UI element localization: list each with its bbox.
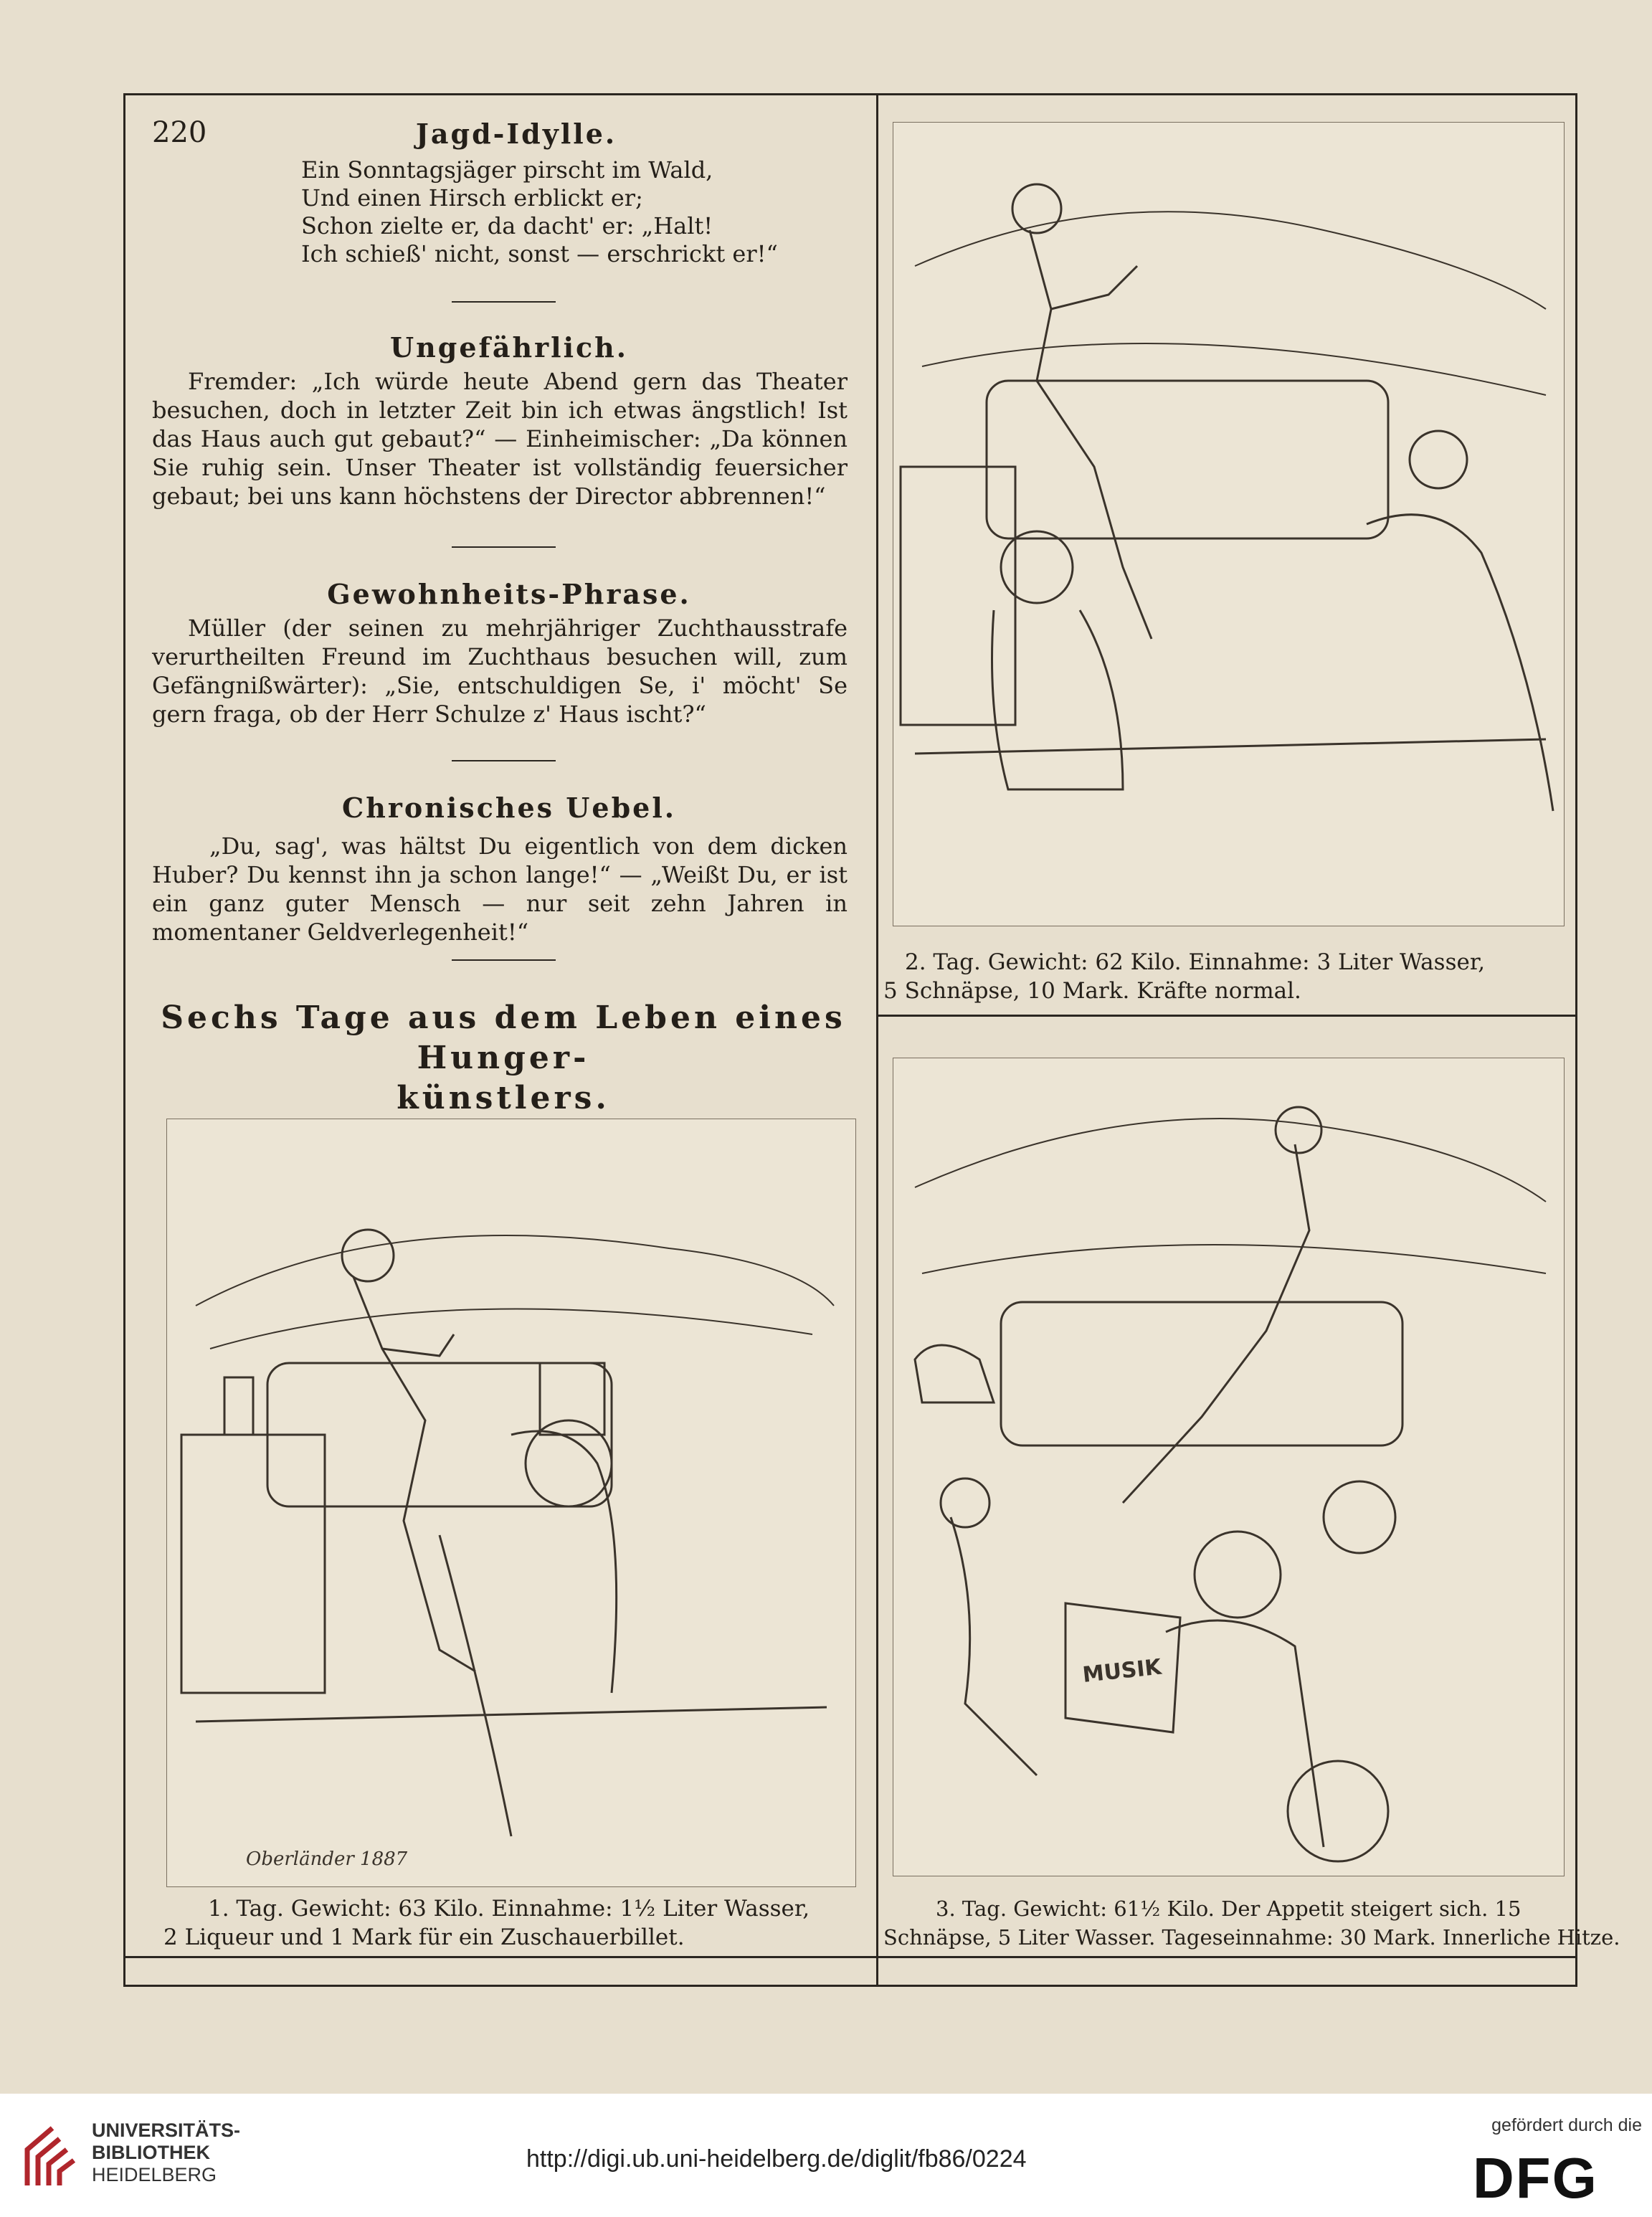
university-library-logo-icon bbox=[20, 2121, 85, 2193]
day2-drawing bbox=[893, 123, 1564, 926]
dfg-logo: DFG bbox=[1473, 2146, 1598, 2210]
day3-drawing bbox=[893, 1058, 1564, 1876]
illustration-day-3 bbox=[893, 1058, 1565, 1876]
jagd-idylle-title: Jagd-Idylle. bbox=[415, 118, 617, 150]
footer-bar bbox=[0, 2094, 1652, 2217]
title-line-1: Sechs Tage aus dem Leben eines Hunger- bbox=[161, 1000, 846, 1076]
caption-day-3-line-2: Schnäpse, 5 Liter Wasser. Tageseinnahme: 30 Mark. Innerliche Hitze. bbox=[883, 1925, 1620, 1950]
jagd-idylle-poem bbox=[301, 156, 778, 268]
caption-day-2-line-1: 2. Tag. Gewicht: 62 Kilo. Einnahme: 3 Liter Wasser, bbox=[905, 949, 1486, 975]
library-line-2: BIBLIOTHEK bbox=[92, 2142, 210, 2163]
column-divider bbox=[876, 93, 878, 1985]
chronisches-uebel-text: „Du, sag', was hältst Du eigentlich von dem dicken Huber? Du kennst ihn ja schon lange!“ — „Weißt Du, er ist ein ganz guter Mensch — nur seit zehn Jahren in momentaner Geldverlegenheit!“ bbox=[152, 832, 848, 946]
poem-line: Ein Sonntagsjäger pirscht im Wald, bbox=[301, 156, 713, 184]
hungerkuenstler-title bbox=[152, 998, 855, 1119]
poem-line: Und einen Hirsch erblickt er; bbox=[301, 184, 643, 212]
poem-line: Ich schieß' nicht, sonst — erschrickt er!“ bbox=[301, 240, 778, 267]
gewohnheits-phrase-title: Gewohnheits-Phrase. bbox=[327, 578, 691, 610]
source-url-link[interactable]: http://digi.ub.uni-heidelberg.de/diglit/fb86/0224 bbox=[526, 2145, 1027, 2173]
separator-rule bbox=[452, 760, 556, 761]
gewohnheits-phrase-text: Müller (der seinen zu mehrjähriger Zuchthausstrafe verurtheilten Freund im Zuchthaus besuchen will, zum Gefängnißwärter): „Sie, entschuldigen Se, i' möcht' Se gern fraga, ob der Herr Schulze z' Haus ischt?“ bbox=[152, 614, 848, 728]
separator-rule bbox=[452, 301, 556, 303]
artist-signature: Oberländer 1887 bbox=[246, 1848, 408, 1870]
title-line-2: künstlers. bbox=[397, 1080, 610, 1116]
day1-drawing bbox=[167, 1119, 855, 1886]
bottom-rule-right bbox=[878, 1956, 1575, 1958]
separator-rule bbox=[452, 959, 556, 961]
separator-rule bbox=[452, 546, 556, 548]
library-line-3: HEIDELBERG bbox=[92, 2164, 217, 2185]
library-name bbox=[92, 2119, 240, 2186]
panel-divider bbox=[878, 1015, 1575, 1017]
chronisches-uebel-title: Chronisches Uebel. bbox=[342, 792, 676, 824]
caption-day-1-line-2: 2 Liqueur und 1 Mark für ein Zuschauerbillet. bbox=[163, 1924, 685, 1950]
bottom-rule-left bbox=[123, 1956, 876, 1958]
page-number: 220 bbox=[152, 116, 207, 149]
illustration-day-2 bbox=[893, 122, 1565, 926]
musik-bag-label: MUSIK bbox=[1081, 1654, 1163, 1688]
illustration-day-1 bbox=[166, 1119, 856, 1887]
caption-day-2-line-2: 5 Schnäpse, 10 Mark. Kräfte normal. bbox=[883, 978, 1301, 1004]
ungefaehrlich-text: Fremder: „Ich würde heute Abend gern das Theater besuchen, doch in letzter Zeit bin ich etwas ängstlich! Ist das Haus auch gut gebaut?“ — Einheimischer: „Da können Sie ruhig sein. Unser Theater ist vollständig feuersicher gebaut; bei uns kann höchstens der Director abbrennen!“ bbox=[152, 368, 848, 510]
poem-line: Schon zielte er, da dacht' er: „Halt! bbox=[301, 212, 713, 239]
ungefaehrlich-title: Ungefährlich. bbox=[390, 331, 628, 364]
funded-by-label: gefördert durch die bbox=[1491, 2115, 1642, 2135]
caption-day-3-line-1: 3. Tag. Gewicht: 61½ Kilo. Der Appetit steigert sich. 15 bbox=[936, 1896, 1522, 1921]
caption-day-1-line-1: 1. Tag. Gewicht: 63 Kilo. Einnahme: 1½ Liter Wasser, bbox=[208, 1896, 810, 1922]
library-line-1: UNIVERSITÄTS- bbox=[92, 2119, 241, 2141]
